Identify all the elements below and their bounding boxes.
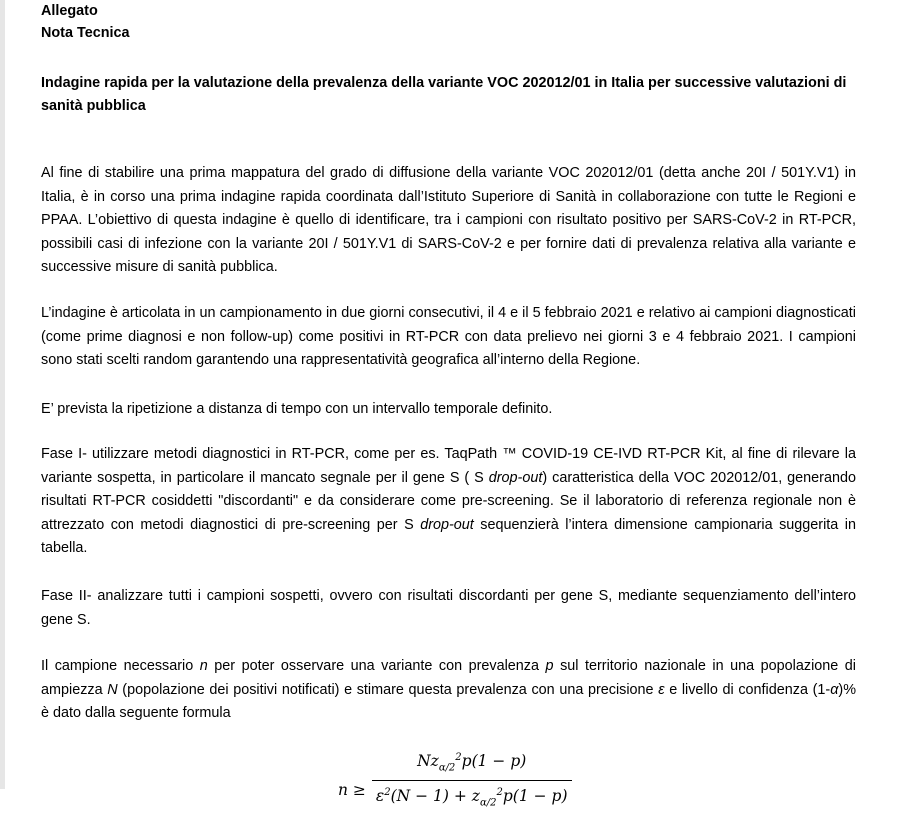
den-part-a: ε xyxy=(375,787,385,806)
formula-numerator xyxy=(413,748,530,780)
sample-text-e: e livello di confidenza (1- xyxy=(664,681,831,698)
paragraph-phase-2: Fase II- analizzare tutti i campioni sospetti, ovvero con risultati discordanti per gene S, mediante sequenziamento dell’intero gene S. xyxy=(41,588,856,628)
var-p: p xyxy=(545,658,554,674)
phase-1-text-a: Fase I- utilizzare metodi diagnostici in RT-PCR, come per es. TaqPath ™ COVID-19 CE-IVD RT-PCR Kit, al fine di rilevare la variante sospetta, in particolare il mancato segnale per il gene S ( S xyxy=(41,446,856,486)
sample-text-a: Il campione necessario xyxy=(41,658,200,674)
phase-1-dropout-term-2: drop-out xyxy=(420,516,474,533)
num-subscript: α/2 xyxy=(438,762,456,774)
formula-lhs: n ≥ xyxy=(338,780,366,799)
sample-text-b: per poter osservare una variante con prevalenza xyxy=(207,658,546,674)
phase-1-text-c: sequenzierà l’intera dimensione campionaria suggerita in tabella. xyxy=(41,516,856,556)
paragraph-repetition: E’ prevista la ripetizione a distanza di tempo con un intervallo temporale definito. xyxy=(41,401,553,417)
var-N: N xyxy=(107,681,118,698)
page-left-edge xyxy=(0,0,5,789)
paragraph-sample-size xyxy=(41,655,856,726)
paragraph-intro: Al fine di stabilire una prima mappatura del grado di diffusione della variante VOC 202012/01 (detta anche 20I / 501Y.V1) in Italia, è in corso una prima indagine rapida coordinata dall’Istituto Superiore di Sanità in collaborazione con tutte le Regioni e PPAA. L’obiettivo di questa indagine è quello di identificare, tra i campioni con risultato positivo per SARS-CoV-2 in RT-PCR, possibili casi di infezione con la variante 20I / 501Y.V1 di SARS-CoV-2 e per fornire dati di prevalenza relativa alla variante e successive misure di sanità pubblica. xyxy=(41,165,856,275)
document-title: Indagine rapida per la valutazione della prevalenza della variante VOC 202012/01 in Italia per successive valutazioni di sanità pubblica xyxy=(41,75,847,114)
paragraph-sampling: L’indagine è articolata in un campionamento in due giorni consecutivi, il 4 e il 5 febbraio 2021 e relativo ai campioni diagnosticati (come prime diagnosi e non follow-up) come positivi in RT-PCR con data prelievo nei giorni 3 e 4 febbraio 2021. I campioni sono stati scelti random garantendo una rappresentatività geografica all’interno della Regione. xyxy=(41,305,856,368)
paragraph-phase-1 xyxy=(41,443,856,561)
var-n: n xyxy=(199,658,208,674)
num-part-a: Nz xyxy=(417,752,439,771)
sample-text-d: (popolazione dei positivi notificati) e stimare questa prevalenza con una precisione xyxy=(117,681,659,698)
den-superscript-1: 2 xyxy=(384,787,391,799)
var-alpha: α xyxy=(830,681,839,698)
phase-1-text-b: ) caratteristica della VOC 202012/01, generando risultati RT-PCR cosiddetti "discordanti" e da considerare come pre-screening. Se il laboratorio di referenza regionale non è attrezzato con metodi diagnostici di pre-screening per S xyxy=(41,469,856,533)
den-subscript: α/2 xyxy=(479,797,497,809)
sample-size-formula xyxy=(338,748,572,814)
num-part-b: p(1 − p) xyxy=(461,752,527,771)
technical-note-label: Nota Tecnica xyxy=(41,25,130,41)
sample-text-c: sul territorio nazionale in una popolazione di ampiezza xyxy=(41,658,856,698)
den-superscript-2: 2 xyxy=(496,787,503,799)
formula-fraction xyxy=(372,748,572,814)
sample-text-f: )% è dato dalla seguente formula xyxy=(41,681,856,721)
num-superscript: 2 xyxy=(455,752,462,763)
annex-label: Allegato xyxy=(41,3,98,19)
phase-1-dropout-term: drop-out xyxy=(488,469,543,486)
den-part-c: p(1 − p) xyxy=(502,787,568,806)
var-epsilon: ε xyxy=(658,681,665,698)
formula-denominator xyxy=(372,780,572,813)
den-part-b: (N − 1) + z xyxy=(390,787,480,806)
